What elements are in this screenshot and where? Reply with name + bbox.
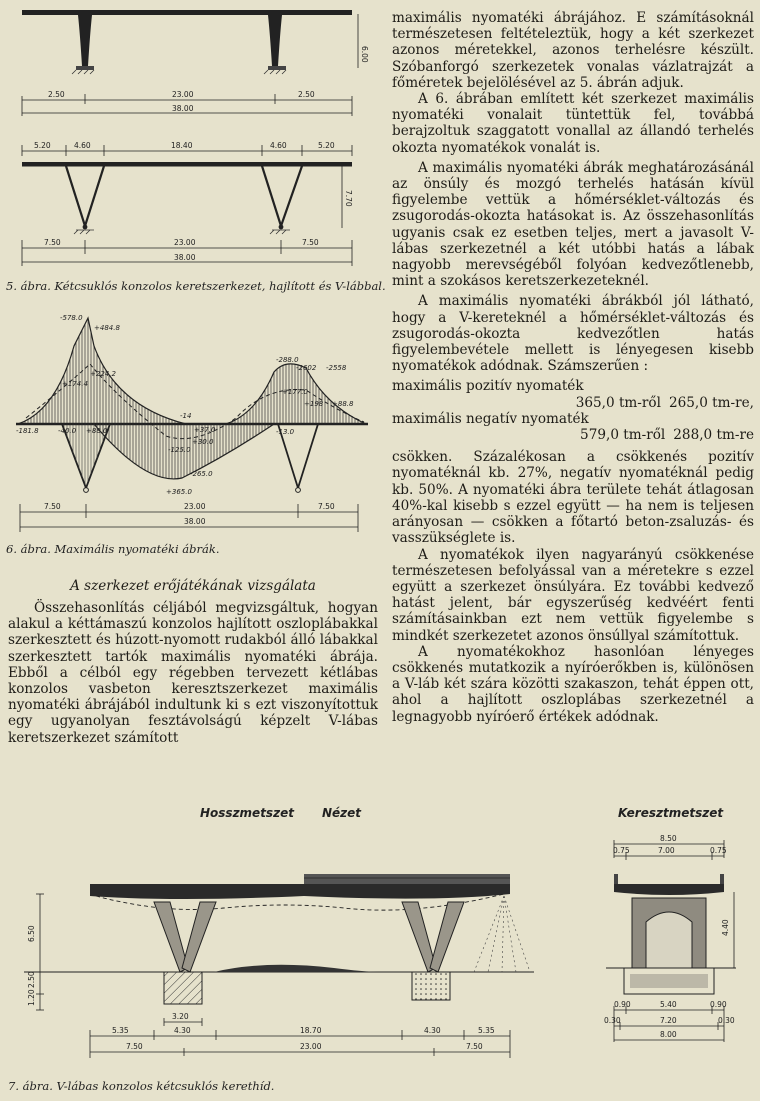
fig7-elevation-drawing: [4, 822, 552, 1070]
fig7-caption: 7. ábra. V-lábas konzolos kétcsuklós kerethíd.: [8, 1079, 275, 1093]
fig6-lbl-18: +365.0: [166, 488, 192, 496]
figure-5: [6, 4, 384, 276]
fig7-r1-5: 5.35: [478, 1026, 495, 1035]
pos-label: maximális pozitív nyomaték: [392, 378, 584, 395]
fig5-caption: 5. ábra. Kétcsuklós konzolos keretszerkezet, hajlított és V-lábbal.: [6, 279, 386, 293]
right-p6: A nyomatékok ilyen nagyarányú csökkenése természetesen befolyással van a méretekre s ezzel együtt a szerkezet önsúlyára. Ez további kedvező hatást jelent, bár egyszerűség kedvéért fenti számításainkban ezt nem vettük figyelembe s mindkét szerkezetet azonos önsúllyal számítottuk.: [392, 546, 754, 644]
fig5-top-total: 38.00: [172, 104, 194, 113]
fig6-lbl-14: +37.0: [194, 426, 216, 434]
cross-total: 8.00: [660, 1030, 677, 1039]
hinge-supports: [76, 66, 286, 70]
column-left: [78, 15, 92, 66]
neg-from: 579,0 tm-ről: [580, 427, 666, 444]
fig6-lbl-2: -288.0: [276, 356, 299, 364]
neg-label: maximális negatív nyomaték: [392, 410, 589, 427]
fig7-railing: [304, 874, 510, 884]
cross-top-l: 0.75: [613, 846, 630, 855]
fig5-top-height: 6.00: [360, 46, 369, 63]
cross-b1-2: 5.40: [660, 1000, 677, 1009]
figure-6-drawing: [6, 306, 384, 538]
fig6-lbl-17: -265.0: [190, 470, 213, 478]
right-p5: csökken. Százalékosan a csökkenés pozitív nyomatéknál kb. 27%, negatív nyomatéknál pedig kb. 50%. A nyomatéki ábra területe tehát átlagosan 40%-kal kisebb s ezzel együtt — ha nem is teljesen arányosan — csökken a főtartó beton-zsaluzás- és vasszükséglete is.: [392, 449, 754, 547]
fig7-r2-3: 7.50: [466, 1042, 483, 1051]
neg-values: [392, 427, 754, 443]
cross-b2-2: 7.20: [660, 1016, 677, 1025]
fig5-bot-span-1: 7.50: [44, 238, 61, 247]
left-paragraph: Összehasonlítás céljából megvizsgáltuk, hogyan alakul a kéttámaszú konzolos hajlított oszloplábakkal szerkesztett és húzott-nyomott rudakból álló lábakkal szerkesztett tartók maximális nyomatéki ábrája. Ebből a célból egy régebben tervezett kétlábas konzolos vasbeton keresztszerkezet maximális nyomatéki ábrájából indultunk ki s ezt viszonyítottuk egy ugyanolyan fesztávolságú képzelt V-lábas keretszerkezet számított: [8, 600, 378, 746]
fig5-top-span-3: 2.50: [298, 90, 315, 99]
fig7-ldim-1: 6.50: [27, 925, 36, 942]
fig7-r1-3: 18.70: [300, 1026, 322, 1035]
figure-5-drawing: [6, 4, 384, 276]
fig5-top-span-2: 23.00: [172, 90, 194, 99]
fig6-lbl-19: -13.0: [276, 428, 295, 436]
fig6-lbl-1: +484.8: [94, 324, 120, 332]
figure-7-elevation: [4, 822, 552, 1070]
fig7-r1-4: 4.30: [424, 1026, 441, 1035]
right-p3: A maximális nyomatéki ábrák meghatározásánál az önsúly és mozgó terhelés hatásán kívül figyelembe vettük a hőmérséklet-változás és zsugorodás-okozta hatásokat is. Az összehasonlítás ugyanis csak ez esetben teljes, mert a javasolt V-lábas szerkezetnél a két utóbbi hatás a lábak nagyobb merevségéből folyóan kedvezőtlenebb, mint a szokásos keretszerkezeteknél.: [392, 159, 754, 290]
right-p7: A nyomatékokhoz hasonlóan lényeges csökkenés mutatkozik a nyíróerőkben is, különösen a V-láb két szára közötti szakaszon, tehát éppen ott, ahol a hajlított oszloplábas szerkezetnél a legnagyobb nyíróerő értékek adódnak.: [392, 643, 754, 725]
fig6-lbl-7: +177.0: [282, 388, 308, 396]
cross-b2-1: 0.30: [604, 1016, 621, 1025]
cross-right: 4.40: [721, 919, 730, 936]
fig7-r2-1: 7.50: [126, 1042, 143, 1051]
fig5-ud-1: 5.20: [34, 141, 51, 150]
left-column: [8, 600, 378, 746]
right-p4: A maximális nyomatéki ábrákból jól látható, hogy a V-kereteknél a hőmérséklet-változás és zsugorodás-okozta kedvezőtlen hatás figyelembevétele mellett is lényegesen kisebb nyomatékok adódnak. Számszerűen :: [392, 293, 754, 375]
fig5-bot-total: 38.00: [174, 253, 196, 262]
cross-b1-3: 0.90: [710, 1000, 727, 1009]
fig6-lbl-9: +88.8: [332, 400, 354, 408]
fig7-r1-2: 4.30: [174, 1026, 191, 1035]
fig5-bot-span-2: 23.00: [174, 238, 196, 247]
fig7-ldim-3: 1.20: [27, 989, 36, 1006]
fig7-title-cross: Keresztmetszet: [618, 806, 724, 820]
figure-7-cross: [596, 822, 746, 1070]
right-p2: A 6. ábrában említett két szerkezet maximális nyomatéki vonalait tüntettük fel, továbbá berajzoltuk szaggatott vonallal az állandó terhelés okozta nyomatékok vonalát is.: [392, 91, 754, 156]
fig5-bot-span-3: 7.50: [302, 238, 319, 247]
fig6-lbl-4: -2558: [326, 364, 347, 372]
section-heading: A szerkezet erőjátékának vizsgálata: [70, 578, 316, 594]
cross-b2-3: 0.30: [718, 1016, 735, 1025]
fig5-top-span-1: 2.50: [48, 90, 65, 99]
fig6-lbl-6: +174.4: [62, 380, 88, 388]
fig7-r2-2: 23.00: [300, 1042, 322, 1051]
cross-b1-1: 0.90: [614, 1000, 631, 1009]
neg-to: 288,0 tm-re: [673, 427, 754, 444]
fig7-title-view: Nézet: [322, 806, 362, 820]
fig6-span-2: 23.00: [184, 502, 206, 511]
fig6-span-1: 7.50: [44, 502, 61, 511]
fig7-mid-dim: 3.20: [172, 1012, 189, 1021]
pos-to: 265,0 tm-re,: [668, 394, 754, 411]
fig7-deck: [90, 884, 510, 899]
fig7-title-long: Hosszmetszet: [200, 806, 294, 820]
fig6-lbl-16: -125.0: [168, 446, 191, 454]
fig6-lbl-11: -40.0: [58, 427, 77, 435]
cross-top-r: 0.75: [710, 846, 727, 855]
fig6-lbl-12: +88.0: [86, 427, 108, 435]
fig6-lbl-8: +198: [304, 400, 324, 408]
v-legs: [66, 166, 302, 226]
fig5-ud-3: 18.40: [171, 141, 193, 150]
fig5-ud-2: 4.60: [74, 141, 91, 150]
fig6-lbl-10: -181.8: [16, 427, 39, 435]
fig7-cross-drawing: [596, 822, 746, 1070]
cross-top-mid: 7.00: [658, 846, 675, 855]
fig6-span-3: 7.50: [318, 502, 335, 511]
column-right: [268, 15, 282, 66]
fig6-lbl-3: -2602: [296, 364, 317, 372]
fig7-r1-1: 5.35: [112, 1026, 129, 1035]
right-column: [392, 10, 754, 725]
deck-beam-v: [22, 162, 352, 167]
fig5-ud-4: 4.60: [270, 141, 287, 150]
fig6-lbl-5: +224.2: [90, 370, 116, 378]
fig6-lbl-0: -578.0: [60, 314, 83, 322]
cross-top-total: 8.50: [660, 834, 677, 843]
fig6-lbl-15: +30.0: [192, 438, 214, 446]
fig6-lbl-13: -14: [180, 412, 192, 420]
fig6-caption: 6. ábra. Maximális nyomatéki ábrák.: [6, 542, 220, 556]
fig5-ud-5: 5.20: [318, 141, 335, 150]
fig7-ldim-2: 2.50: [27, 971, 36, 988]
figure-6: [6, 306, 384, 538]
pos-from: 365,0 tm-ről: [575, 394, 661, 411]
pos-values: [392, 395, 754, 411]
moment-comparison: [392, 378, 754, 443]
deck-beam: [22, 10, 352, 15]
fig5-bottom-height: 7.70: [344, 190, 353, 207]
right-p1: maximális nyomatéki ábrájához. E számításoknál természetesen feltételeztük, hogy a két szerkezet azonos méretekkel, azonos terhelésre készült. Szóbanforgó szerkezetek vonalas vázlatrajzát a főméretek bejelölésével az 5. ábrán adjuk.: [392, 10, 754, 91]
fig6-total: 38.00: [184, 517, 206, 526]
